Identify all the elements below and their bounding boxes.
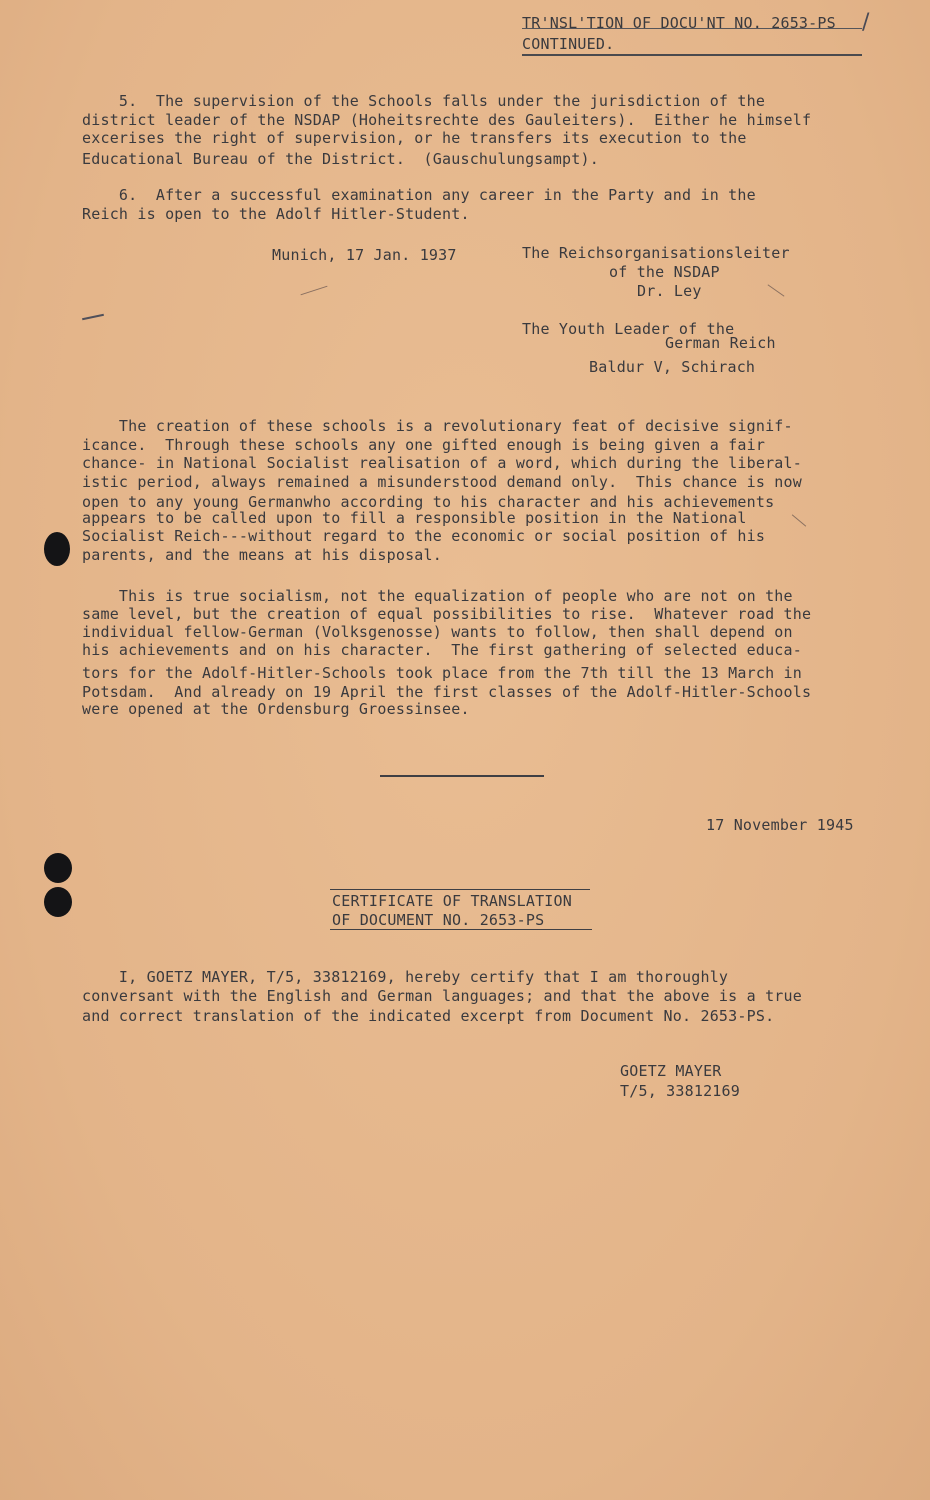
signoff-title: The Reichsorganisationsleiter [522,244,790,262]
para8-line: same level, but the creation of equal possibilities to rise. Whatever road the [82,605,812,623]
certificate-body-line: conversant with the English and German languages; and that the above is a true [82,987,802,1005]
section-separator [380,775,544,777]
certificate-body-line: I, GOETZ MAYER, T/5, 33812169, hereby certify that I am thoroughly [82,968,729,986]
punch-hole [44,887,72,917]
ink-mark [82,314,104,321]
signoff-name: Baldur V, Schirach [589,358,756,376]
signoff-title: German Reich [665,334,776,352]
para7-line: appears to be called upon to fill a responsible position in the National [82,509,747,527]
certificate-body-line: and correct translation of the indicated excerpt from Document No. 2653-PS. [82,1007,775,1025]
para8-line: tors for the Adolf-Hitler-Schools took place from the 7th till the 13 March in [82,664,802,682]
cert-title-underline [330,929,592,930]
para6-line: Reich is open to the Adolf Hitler-Student. [82,205,470,223]
signoff-name: Dr. Ley [637,282,702,300]
para6-line: 6. After a successful examination any career in the Party and in the [82,186,756,204]
para8-line: his achievements and on his character. The first gathering of selected educa- [82,641,802,659]
para8-line: were opened at the Ordensburg Groessinsee. [82,700,470,718]
certificate-date: 17 November 1945 [706,816,854,834]
signoff-place-date: Munich, 17 Jan. 1937 [272,246,457,264]
translator-id: T/5, 33812169 [620,1082,740,1100]
header-rule [522,54,862,56]
para7-line: parents, and the means at his disposal. [82,546,442,564]
certificate-title: OF DOCUMENT NO. 2653-PS [332,911,545,929]
para5-line: excerises the right of supervision, or he transfers its execution to the [82,129,747,147]
paper-mark [301,286,328,296]
punch-hole [44,532,70,566]
para8-line: This is true socialism, not the equalization of people who are not on the [82,587,793,605]
para7-line: The creation of these schools is a revolutionary feat of decisive signif- [82,417,793,435]
para7-line: istic period, always remained a misunderstood demand only. This chance is now [82,473,802,491]
para7-line: chance- in National Socialist realisation of a word, which during the liberal- [82,454,802,472]
para5-line: 5. The supervision of the Schools falls under the jurisdiction of the [82,92,766,110]
cert-title-overline [330,889,590,890]
header-continued: CONTINUED. [522,35,615,53]
punch-hole [44,853,72,883]
translator-name: GOETZ MAYER [620,1062,722,1080]
signoff-title: of the NSDAP [609,263,720,281]
para7-line: icance. Through these schools any one gifted enough is being given a fair [82,436,766,454]
signoff-title: The Youth Leader of the [522,320,735,338]
para5-line: district leader of the NSDAP (Hoheitsrechte des Gauleiters). Either he himself [82,111,812,129]
paper-mark [792,514,806,526]
header-title: TR'NSL'TION OF DOCU'NT NO. 2653-PS [522,14,836,32]
para5-line: Educational Bureau of the District. (Gauschulungsampt). [82,150,599,168]
paper-mark [768,284,785,296]
para7-line: Socialist Reich---without regard to the economic or social position of his [82,527,766,545]
check-mark: / [862,10,870,35]
certificate-title: CERTIFICATE OF TRANSLATION [332,892,572,910]
para8-line: Potsdam. And already on 19 April the first classes of the Adolf-Hitler-Schools [82,683,812,701]
para7-line: open to any young Germanwho according to his character and his achievements [82,493,775,511]
para8-line: individual fellow-German (Volksgenosse) wants to follow, then shall depend on [82,623,793,641]
